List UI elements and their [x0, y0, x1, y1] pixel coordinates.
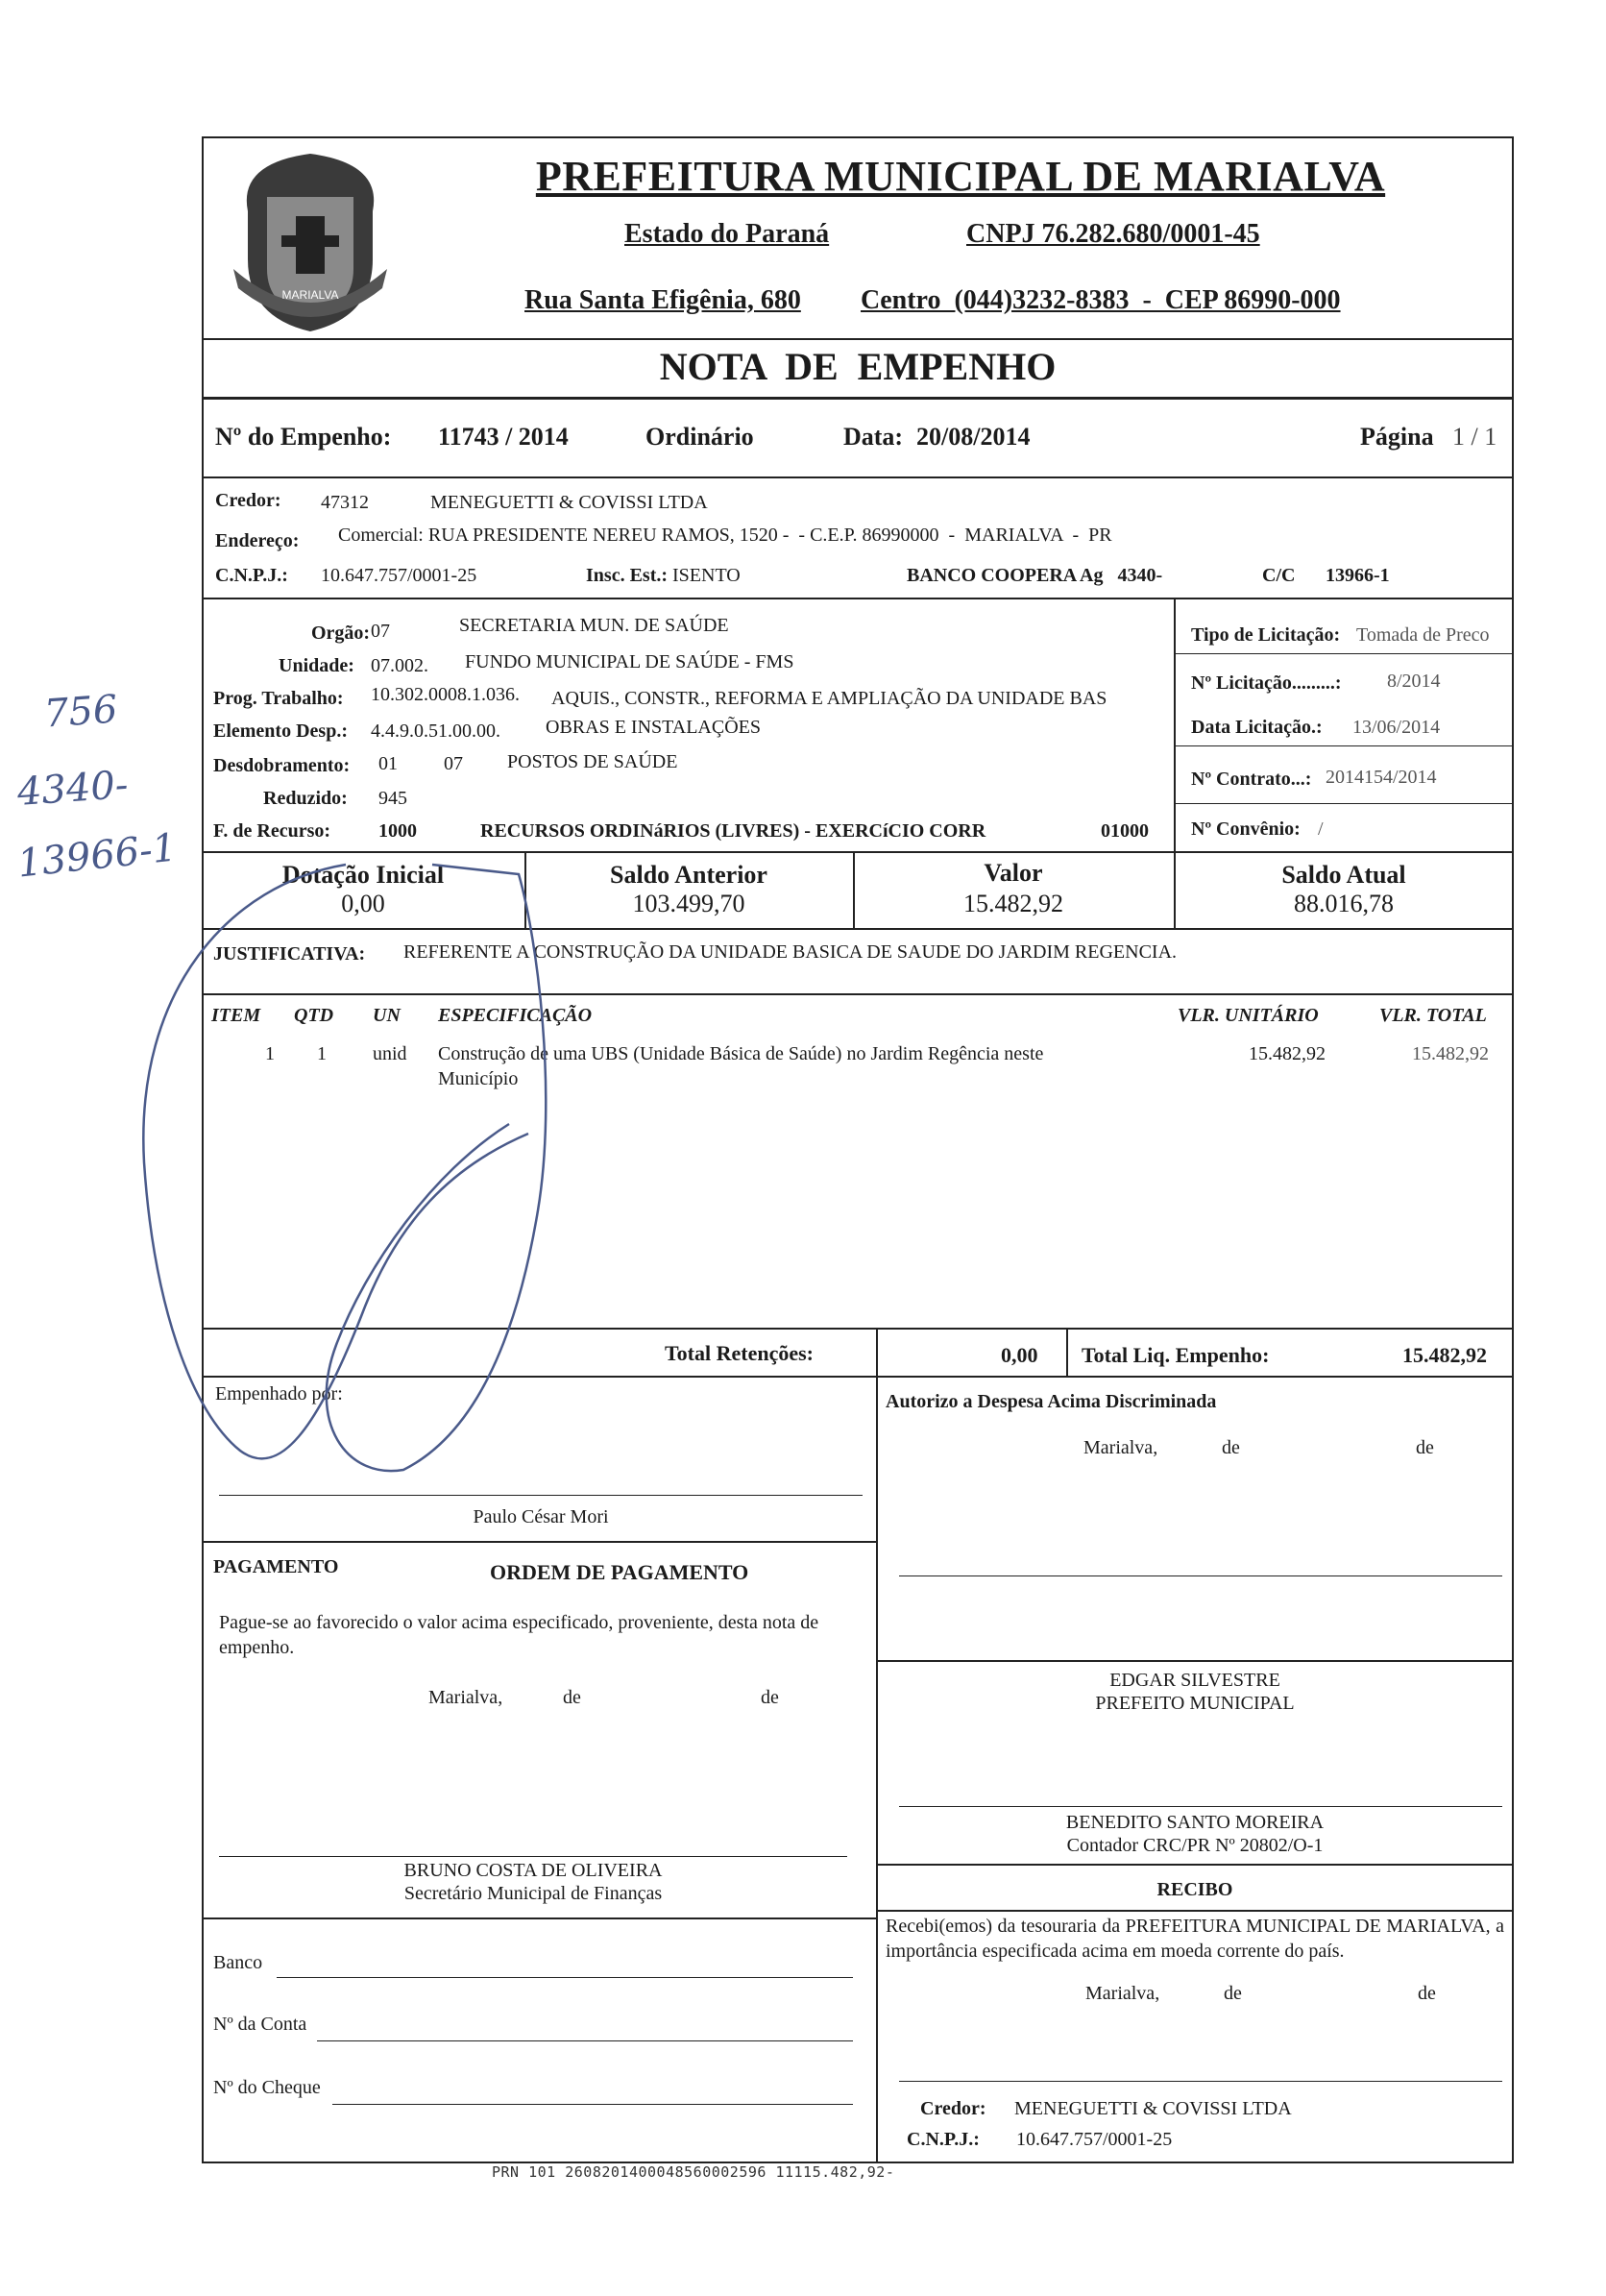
liq-label: Total Liq. Empenho:	[1082, 1343, 1270, 1367]
recibo-place: Marialva,	[1085, 1983, 1160, 2004]
elemento-name: OBRAS E INSTALAÇÕES	[546, 717, 761, 738]
recurso-label: F. de Recurso:	[213, 820, 331, 842]
address-label: Endereço:	[215, 530, 300, 551]
desdobramento-sub: 07	[444, 753, 463, 774]
empenhado-signer: Paulo César Mori	[473, 1506, 609, 1527]
licitacao-tipo: Tomada de Preco	[1356, 624, 1490, 646]
licitacao-tipo-label: Tipo de Licitação:	[1191, 624, 1341, 646]
bank-label: BANCO COOPERA Ag 4340-	[907, 565, 1163, 586]
ordem-pagamento-label: ORDEM DE PAGAMENTO	[490, 1560, 749, 1584]
saldo-anterior-value: 103.499,70	[632, 890, 745, 917]
cnpj-header: CNPJ 76.282.680/0001-45	[966, 219, 1260, 249]
empenho-number-label: Nº do Empenho:	[215, 423, 392, 451]
empenho-number: 11743 / 2014	[438, 423, 569, 451]
dotacao-value: 0,00	[341, 890, 385, 917]
recurso-num: 01000	[1101, 820, 1149, 842]
recibo-de2: de	[1418, 1983, 1436, 2004]
empenho-date-label: Data:	[843, 423, 904, 451]
saldo-atual-label: Saldo Atual	[1281, 861, 1406, 889]
col-un: UN	[373, 1005, 401, 1026]
col-item: ITEM	[211, 1005, 261, 1026]
recurso-code: 1000	[378, 820, 417, 842]
licitacao-numero-label: Nº Licitação.........:	[1191, 672, 1342, 694]
recibo-label: RECIBO	[1156, 1879, 1233, 1900]
licitacao-data-label: Data Licitação.:	[1191, 717, 1323, 738]
licitacao-numero: 8/2014	[1387, 671, 1441, 692]
pagamento-text: Pague-se ao favorecido o valor acima especificado, proveniente, desta nota de empenho.	[219, 1612, 819, 1658]
item-spec-line1: Construção de uma UBS (Unidade Básica de Saúde) no Jardim Regência neste	[438, 1043, 1044, 1064]
reduzido-value: 945	[378, 788, 407, 809]
autorizo-label: Autorizo a Despesa Acima Discriminada	[886, 1391, 1217, 1412]
licitacao-data: 13/06/2014	[1352, 717, 1441, 738]
item-total-value: 15.482,92	[1412, 1043, 1489, 1064]
credor-address: Comercial: RUA PRESIDENTE NEREU RAMOS, 1520 - - C.E.P. 86990000 - MARIALVA - PR	[338, 525, 1112, 546]
contador-title: Contador CRC/PR Nº 20802/O-1	[1066, 1835, 1324, 1856]
page-label: Página	[1360, 423, 1434, 451]
autorizo-place: Marialva,	[1083, 1437, 1158, 1458]
page-number: 1 / 1	[1452, 423, 1497, 451]
autorizo-de1: de	[1222, 1437, 1240, 1458]
banco-field[interactable]	[277, 1977, 853, 1978]
recibo-cnpj: 10.647.757/0001-25	[1016, 2129, 1173, 2150]
insc-label: Insc. Est.:	[586, 565, 669, 586]
contrato-value: 2014154/2014	[1326, 767, 1437, 788]
address-header: Rua Santa Efigênia, 680	[524, 285, 801, 315]
conta-field[interactable]	[317, 2040, 853, 2041]
coat-of-arms-icon	[229, 144, 392, 336]
empenho-type: Ordinário	[645, 423, 754, 451]
convenio-value: /	[1318, 818, 1324, 840]
liq-value: 15.482,92	[1402, 1343, 1487, 1367]
recibo-credor-label: Credor:	[920, 2098, 986, 2119]
unidade-label: Unidade:	[279, 655, 354, 676]
cc-value: 13966-1	[1326, 565, 1390, 586]
item-qtd: 1	[317, 1043, 327, 1064]
conta-label: Nº da Conta	[213, 2014, 307, 2035]
col-spec: ESPECIFICAÇÃO	[438, 1005, 593, 1026]
cheque-field[interactable]	[332, 2104, 853, 2105]
valor-label: Valor	[984, 859, 1043, 887]
item-spec-line2: Município	[438, 1068, 519, 1089]
dotacao-label: Dotação Inicial	[281, 861, 445, 889]
recurso-name: RECURSOS ORDINáRIOS (LIVRES) - EXERCíCIO CORR	[480, 820, 986, 842]
cnpj-label: C.N.P.J.:	[215, 565, 288, 586]
contador-name: BENEDITO SANTO MOREIRA	[1065, 1812, 1325, 1833]
pagamento-place: Marialva,	[428, 1687, 503, 1708]
credor-cnpj: 10.647.757/0001-25	[321, 565, 477, 586]
col-qtd: QTD	[294, 1005, 334, 1026]
col-unit: VLR. UNITÁRIO	[1178, 1005, 1319, 1026]
recibo-de1: de	[1224, 1983, 1242, 2004]
reduzido-label: Reduzido:	[263, 788, 348, 809]
coat-of-arms	[229, 144, 392, 336]
insc-value: ISENTO	[672, 565, 741, 586]
prefeito-title: PREFEITO MUNICIPAL	[1095, 1693, 1295, 1714]
secretary-title: Secretário Municipal de Finanças	[403, 1883, 663, 1904]
unidade-name: FUNDO MUNICIPAL DE SAÚDE - FMS	[465, 651, 794, 672]
cc-label: C/C	[1262, 565, 1296, 586]
orgao-name: SECRETARIA MUN. DE SAÚDE	[459, 615, 729, 636]
convenio-label: Nº Convênio:	[1191, 818, 1301, 840]
credor-name: MENEGUETTI & COVISSI LTDA	[430, 492, 708, 513]
banco-label: Banco	[213, 1952, 263, 1973]
item-un: unid	[373, 1043, 407, 1064]
desdobramento-name: POSTOS DE SAÚDE	[507, 751, 678, 772]
elemento-code: 4.4.9.0.51.00.00.	[371, 721, 500, 742]
secretary-name: BRUNO COSTA DE OLIVEIRA	[403, 1860, 663, 1881]
autorizo-de2: de	[1416, 1437, 1434, 1458]
pagamento-de1: de	[563, 1687, 581, 1708]
pagamento-de2: de	[761, 1687, 779, 1708]
prog-code: 10.302.0008.1.036.	[371, 684, 520, 705]
justificativa-label: JUSTIFICATIVA:	[213, 943, 366, 965]
cheque-label: Nº do Cheque	[213, 2077, 321, 2098]
state-name: Estado do Paraná	[624, 219, 830, 249]
margin-note-2: 4340-	[15, 763, 130, 815]
margin-note-3: 13966-1	[15, 825, 180, 887]
recibo-text: Recebi(emos) da tesouraria da PREFEITURA MUNICIPAL DE MARIALVA, a importância especificada acima em moeda corrente do país.	[886, 1916, 1504, 1962]
prefeito-name: EDGAR SILVESTRE	[1109, 1670, 1280, 1691]
prog-name: AQUIS., CONSTR., REFORMA E AMPLIAÇÃO DA UNIDADE BAS	[551, 688, 1107, 709]
recibo-cnpj-label: C.N.P.J.:	[907, 2129, 980, 2150]
margin-note-1: 756	[42, 687, 119, 737]
saldo-anterior-label: Saldo Anterior	[610, 861, 767, 889]
credor-code: 47312	[321, 492, 369, 513]
retencoes-label: Total Retenções:	[665, 1341, 814, 1365]
item-unit-value: 15.482,92	[1249, 1043, 1326, 1064]
handwritten-signature	[115, 845, 788, 1499]
doc-title: NOTA DE EMPENHO	[659, 345, 1057, 388]
orgao-code: 07	[371, 621, 390, 642]
coat-of-arms-label: MARIALVA	[281, 288, 339, 302]
prog-label: Prog. Trabalho:	[213, 688, 344, 709]
credor-label: Credor:	[215, 490, 281, 511]
empenho-date: 20/08/2014	[916, 423, 1031, 451]
recibo-credor: MENEGUETTI & COVISSI LTDA	[1014, 2098, 1292, 2119]
municipality-title: PREFEITURA MUNICIPAL DE MARIALVA	[535, 153, 1386, 200]
desdobramento-label: Desdobramento:	[213, 755, 351, 776]
empenhado-label: Empenhado por:	[215, 1383, 343, 1404]
contrato-label: Nº Contrato...:	[1191, 769, 1312, 790]
valor-value: 15.482,92	[963, 890, 1063, 917]
contact-header: Centro (044)3232-8383 - CEP 86990-000	[861, 285, 1341, 315]
col-total: VLR. TOTAL	[1379, 1005, 1487, 1026]
footer-code: PRN 101 2608201400048560002596 11115.482,92-	[492, 2163, 895, 2181]
pagamento-label: PAGAMENTO	[213, 1556, 339, 1577]
saldo-atual-value: 88.016,78	[1294, 890, 1394, 917]
justificativa-text: REFERENTE A CONSTRUÇÃO DA UNIDADE BASICA DE SAUDE DO JARDIM REGENCIA.	[403, 941, 1178, 963]
orgao-label: Orgão:	[311, 623, 371, 644]
item-number: 1	[265, 1043, 275, 1064]
unidade-code: 07.002.	[371, 655, 428, 676]
desdobramento-code: 01	[378, 753, 398, 774]
elemento-label: Elemento Desp.:	[213, 721, 348, 742]
retencoes-value: 0,00	[1001, 1343, 1038, 1367]
